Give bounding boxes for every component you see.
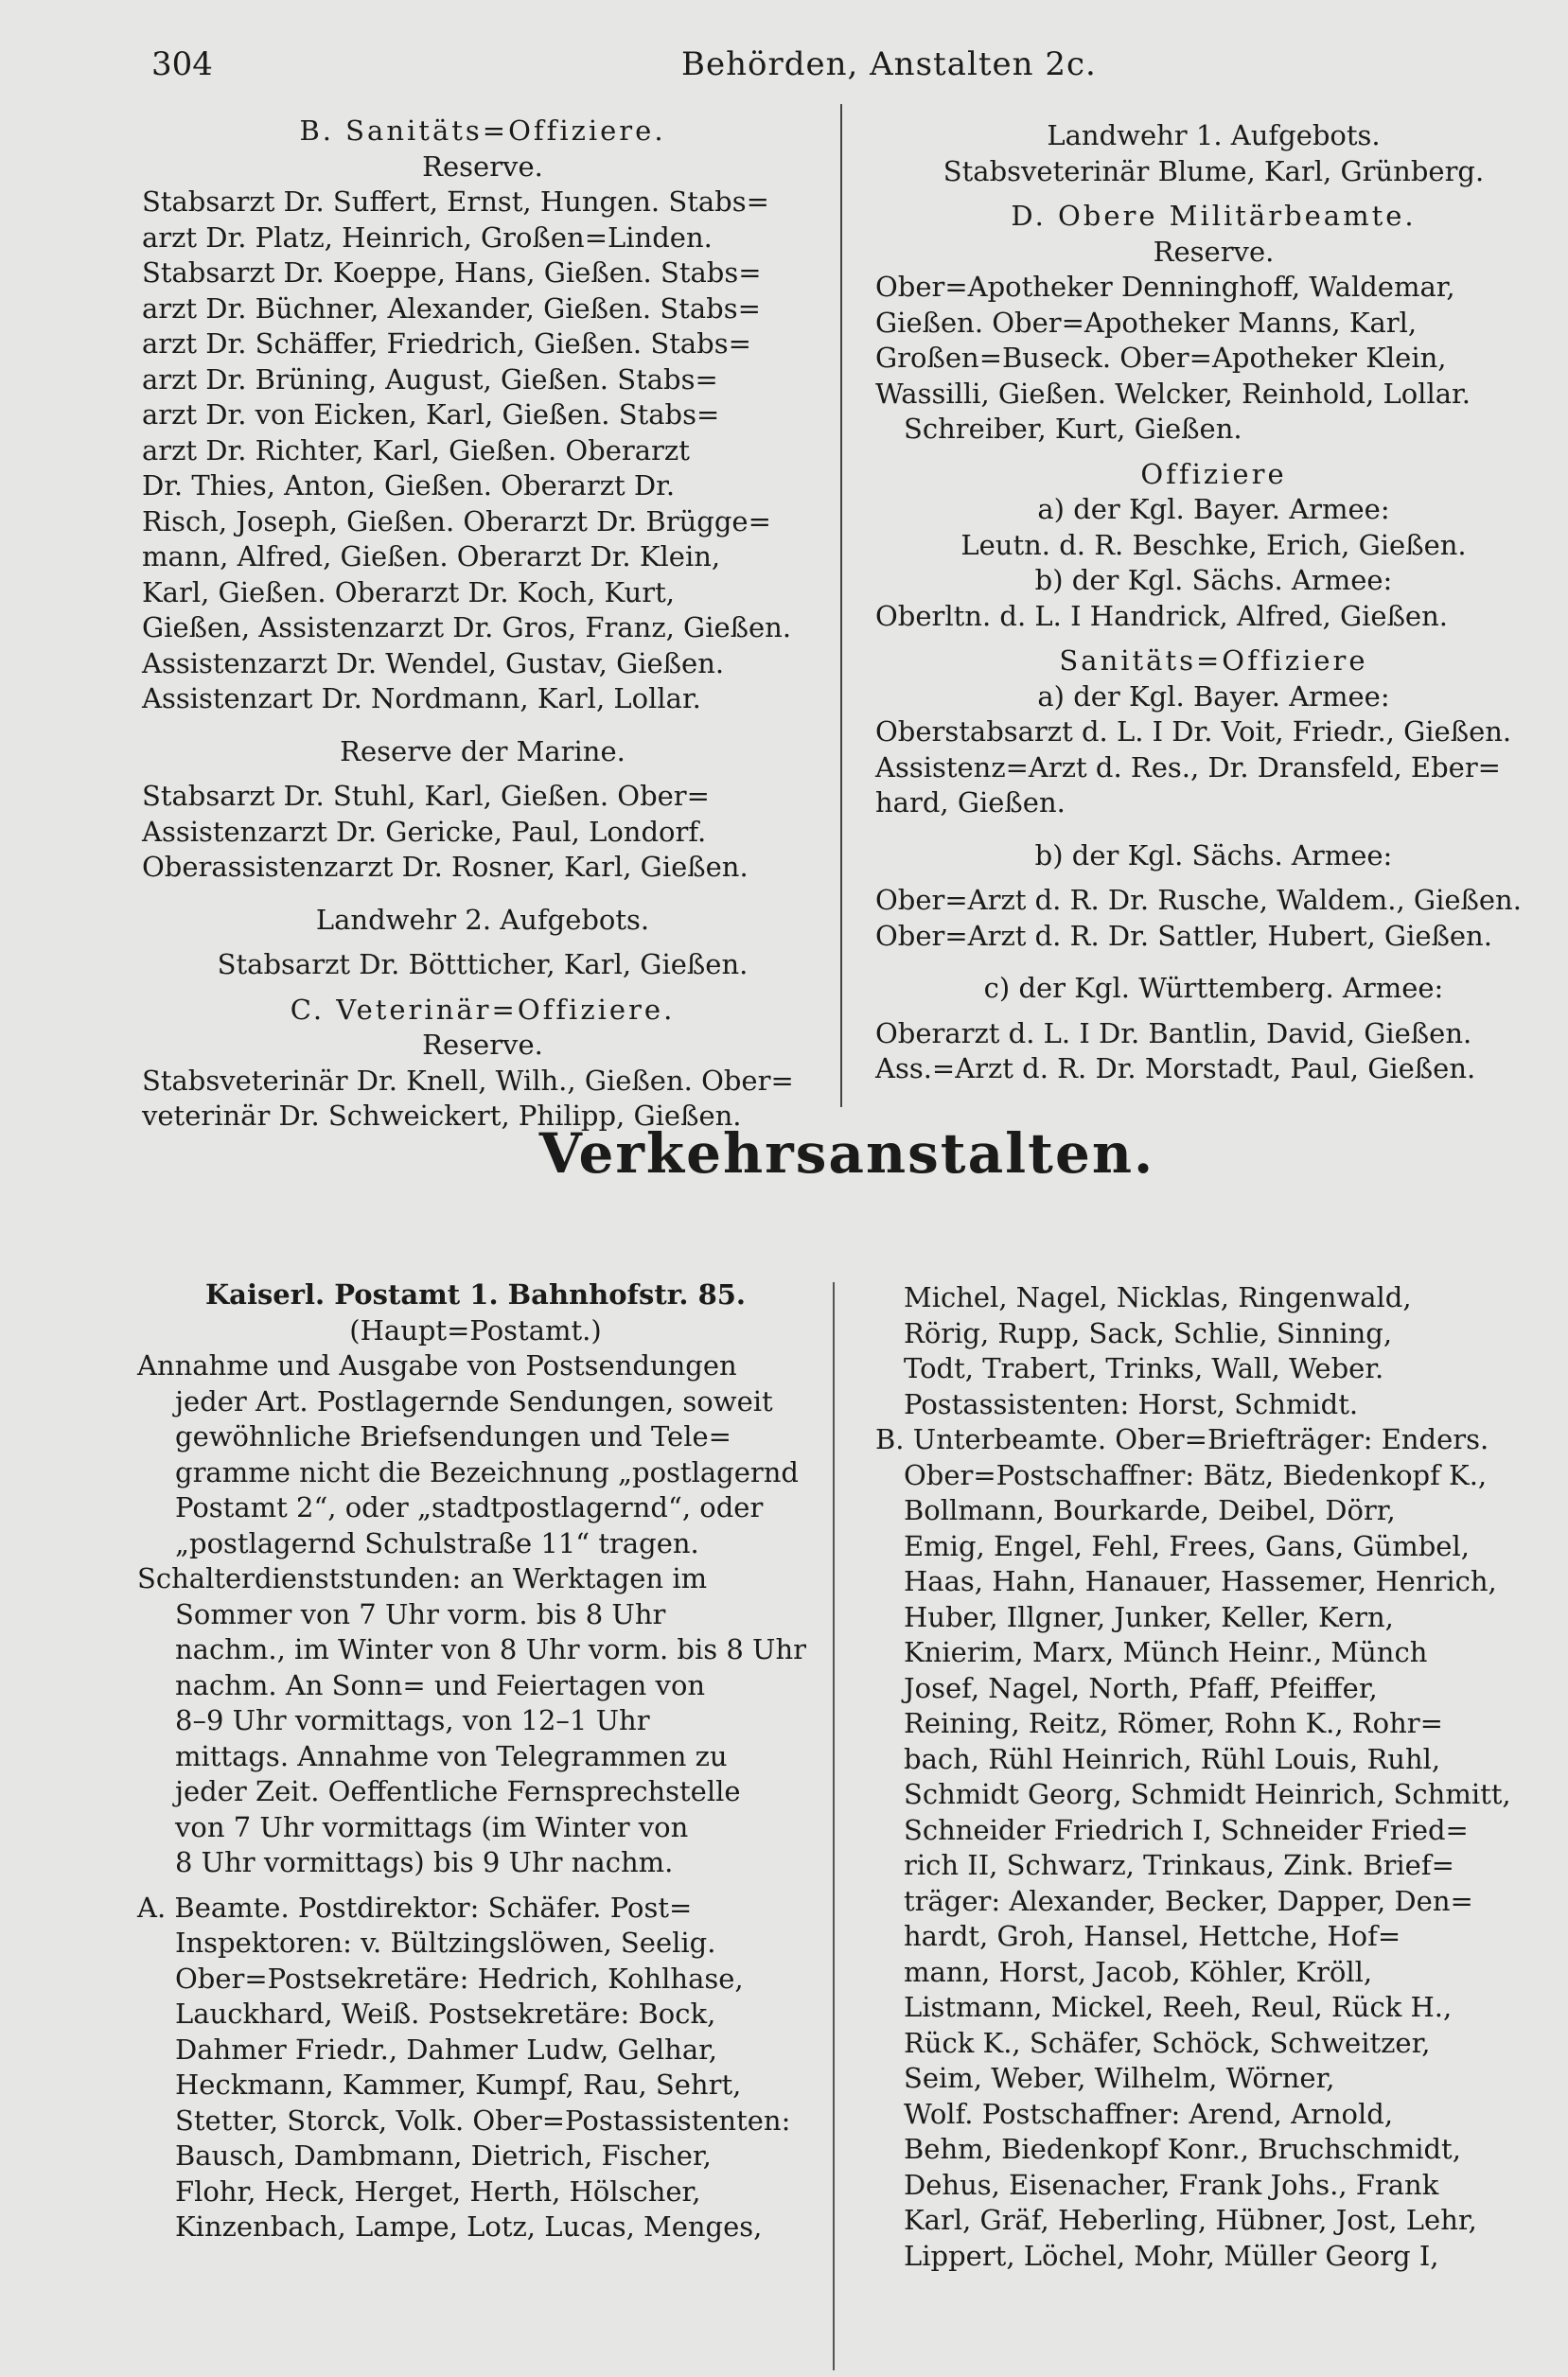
text-line: Heckmann, Kammer, Kumpf, Rau, Sehrt, [175, 2069, 742, 2101]
text-line: Rörig, Rupp, Sack, Schlie, Sinning, [904, 1316, 1393, 1349]
text-line: Reserve. [422, 150, 543, 183]
text-line: jeder Zeit. Oeffentliche Fernsprechstelle [175, 1775, 741, 1807]
text-line: rich II, Schwarz, Trinkaus, Zink. Brief= [904, 1849, 1454, 1881]
text-line: nachm., im Winter von 8 Uhr vorm. bis 8 Uhr [175, 1633, 807, 1665]
text-line: Reining, Reitz, Römer, Rohn K., Rohr= [904, 1707, 1443, 1739]
text-line: Ober=Postsekretäre: Hedrich, Kohlhase, [175, 1962, 744, 1995]
text-line: Stabsveterinär Dr. Knell, Wilh., Gießen. Ober= [142, 1064, 794, 1097]
text-line: Großen=Buseck. Ober=Apotheker Klein, [875, 342, 1447, 374]
text-line: Knierim, Marx, Münch Heinr., Münch [904, 1636, 1428, 1668]
text-line: mittags. Annahme von Telegrammen zu [175, 1739, 728, 1772]
text-line: arzt Dr. von Eicken, Karl, Gießen. Stabs= [142, 398, 720, 431]
text-line: arzt Dr. Platz, Heinrich, Großen=Linden. [142, 220, 713, 254]
text-line: Stetter, Storck, Volk. Ober=Postassistenten: [175, 2104, 791, 2137]
text-line: Stabsarzt Dr. Stuhl, Karl, Gießen. Ober= [142, 780, 710, 812]
text-line: Todt, Trabert, Trinks, Wall, Weber. [904, 1352, 1384, 1384]
text-line: Wolf. Postschaffner: Arend, Arnold, [904, 2097, 1394, 2130]
text-line: Huber, Illgner, Junker, Keller, Kern, [904, 1600, 1394, 1633]
text-line: Reserve. [1153, 235, 1275, 268]
text-line: Haas, Hahn, Hanauer, Hassemer, Henrich, [904, 1565, 1497, 1597]
text-line: hardt, Groh, Hansel, Hettche, Hof= [904, 1920, 1401, 1952]
text-line: bach, Rühl Heinrich, Rühl Louis, Ruhl, [904, 1742, 1441, 1775]
text-line: Oberltn. d. L. I Handrick, Alfred, Gießen. [875, 599, 1448, 632]
text-line: Stabsveterinär Blume, Karl, Grünberg. [943, 154, 1485, 187]
text-line: Ass.=Arzt d. R. Dr. Morstadt, Paul, Gießen. [875, 1052, 1476, 1084]
text-line: Dr. Thies, Anton, Gießen. Oberarzt Dr. [142, 469, 676, 502]
text-line: Landwehr 2. Aufgebots. [315, 903, 650, 936]
text-line: Postassistenten: Horst, Schmidt. [904, 1387, 1359, 1420]
text-line: Assistenzarzt Dr. Gericke, Paul, Londorf. [142, 815, 707, 848]
text-line: Ober=Arzt d. R. Dr. Sattler, Hubert, Gießen. [875, 919, 1492, 952]
text-line: 8–9 Uhr vormittags, von 12–1 Uhr [175, 1704, 650, 1736]
top-left-column [142, 114, 823, 1135]
text-line: Offiziere [1140, 457, 1287, 490]
text-line: Kinzenbach, Lampe, Lotz, Lucas, Menges, [175, 2210, 763, 2243]
section-title: Verkehrsanstalten. [538, 1121, 1155, 1186]
text-line: gewöhnliche Briefsendungen und Tele= [175, 1420, 731, 1453]
text-line: b) der Kgl. Sächs. Armee: [1034, 564, 1393, 596]
text-line: Sanitäts=Offiziere [1059, 644, 1368, 677]
text-line: Assistenzarzt Dr. Wendel, Gustav, Gießen. [142, 646, 725, 679]
text-line: Gießen, Assistenzarzt Dr. Gros, Franz, Gießen. [142, 611, 792, 643]
text-line: Schneider Friedrich I, Schneider Fried= [904, 1813, 1469, 1846]
text-line: Ober=Arzt d. R. Dr. Rusche, Waldem., Gießen. [875, 884, 1522, 916]
text-line: Emig, Engel, Fehl, Frees, Gans, Gümbel, [904, 1529, 1470, 1562]
text-line: Stabsarzt Dr. Koeppe, Hans, Gießen. Stabs= [142, 256, 762, 289]
text-line: arzt Dr. Büchner, Alexander, Gießen. Stabs= [142, 291, 761, 325]
text-line: Risch, Joseph, Gießen. Oberarzt Dr. Brügge= [142, 504, 771, 537]
text-line: „postlagernd Schulstraße 11“ tragen. [175, 1526, 699, 1559]
text-line: Seim, Weber, Wilhelm, Wörner, [904, 2062, 1335, 2094]
running-title: Behörden, Anstalten 2c. [681, 45, 1097, 83]
text-line: von 7 Uhr vormittags (im Winter von [175, 1810, 689, 1843]
text-line: Schreiber, Kurt, Gießen. [904, 413, 1242, 445]
page-number: 304 [151, 45, 213, 83]
text-line: Inspektoren: v. Bültzingslöwen, Seelig. [175, 1927, 716, 1959]
text-line: Landwehr 1. Aufgebots. [1047, 119, 1381, 151]
text-line: arzt Dr. Schäffer, Friedrich, Gießen. Stabs= [142, 327, 751, 360]
text-line: jeder Art. Postlagernde Sendungen, soweit [175, 1384, 773, 1417]
text-line: mann, Alfred, Gießen. Oberarzt Dr. Klein, [142, 540, 721, 572]
bottom-right-column [875, 1280, 1552, 2274]
text-line: Lippert, Löchel, Mohr, Müller Georg I, [904, 2239, 1439, 2272]
text-line: Oberassistenzarzt Dr. Rosner, Karl, Gießen. [142, 851, 749, 883]
text-line: Stabsarzt Dr. Böttticher, Karl, Gießen. [217, 948, 749, 980]
text-line: b) der Kgl. Sächs. Armee: [1034, 838, 1393, 872]
text-line: Schalterdienststunden: an Werktagen im [137, 1562, 708, 1594]
page-header [151, 45, 1533, 93]
text-line: Karl, Gräf, Heberling, Hübner, Jost, Lehr, [904, 2204, 1477, 2236]
column-divider-top [840, 104, 842, 1107]
text-line: a) der Kgl. Bayer. Armee: [1037, 679, 1390, 713]
text-line: Schmidt Georg, Schmidt Heinrich, Schmitt, [904, 1778, 1511, 1810]
text-line: träger: Alexander, Becker, Dapper, Den= [904, 1884, 1473, 1917]
bottom-left-column [137, 1277, 814, 2245]
text-line: Rück K., Schäfer, Schöck, Schweitzer, [904, 2026, 1431, 2059]
text-line: Josef, Nagel, North, Pfaff, Pfeiffer, [904, 1671, 1378, 1704]
text-line: Behm, Biedenkopf Konr., Bruchschmidt, [904, 2133, 1461, 2165]
text-line: veterinär Dr. Schweickert, Philipp, Gießen. [142, 1100, 742, 1132]
text-line: Leutn. d. R. Beschke, Erich, Gießen. [960, 528, 1467, 561]
text-line: Annahme und Ausgabe von Postsendungen [137, 1349, 737, 1382]
text-line: Bausch, Dambmann, Dietrich, Fischer, [175, 2139, 712, 2172]
top-right-column [875, 118, 1552, 1087]
text-line: nachm. An Sonn= und Feiertagen von [175, 1668, 706, 1701]
column-divider-bottom [833, 1282, 835, 2370]
text-line: arzt Dr. Brüning, August, Gießen. Stabs= [142, 362, 718, 396]
text-line: Assistenzart Dr. Nordmann, Karl, Lollar. [142, 682, 701, 714]
text-line: Assistenz=Arzt d. Res., Dr. Dransfeld, Eber= [875, 750, 1501, 784]
text-line: gramme nicht die Bezeichnung „postlagernd [175, 1455, 799, 1488]
text-line: a) der Kgl. Bayer. Armee: [1037, 493, 1390, 525]
text-line: Kaiserl. Postamt 1. Bahnhofstr. 85. [204, 1278, 747, 1311]
text-line: Gießen. Ober=Apotheker Manns, Karl, [875, 306, 1418, 339]
text-line: Karl, Gießen. Oberarzt Dr. Koch, Kurt, [142, 575, 675, 608]
text-line: Postamt 2“, oder „stadtpostlagernd“, oder [175, 1491, 764, 1523]
text-line: A. Beamte. Postdirektor: Schäfer. Post= [137, 1891, 693, 1924]
text-line: arzt Dr. Richter, Karl, Gießen. Oberarzt [142, 433, 690, 467]
text-line: Bollmann, Bourkarde, Deibel, Dörr, [904, 1494, 1396, 1526]
text-line: Wassilli, Gießen. Welcker, Reinhold, Lollar. [875, 377, 1471, 410]
text-line: c) der Kgl. Württemberg. Armee: [983, 972, 1444, 1004]
text-line: hard, Gießen. [875, 786, 1066, 819]
text-line: Ober=Postschaffner: Bätz, Biedenkopf K., [904, 1458, 1488, 1491]
text-line: Lauckhard, Weiß. Postsekretäre: Bock, [175, 1998, 716, 2030]
text-line: Reserve. [422, 1029, 543, 1061]
text-line: Oberarzt d. L. I Dr. Bantlin, David, Gießen. [875, 1016, 1472, 1049]
text-line: Stabsarzt Dr. Suffert, Ernst, Hungen. Stabs= [142, 185, 769, 218]
text-line: Dahmer Friedr., Dahmer Ludw, Gelhar, [175, 2033, 718, 2066]
text-line: B. Sanitäts=Offiziere. [299, 114, 666, 147]
text-line: Listmann, Mickel, Reeh, Reul, Rück H., [904, 1991, 1453, 2023]
text-line: Reserve der Marine. [340, 734, 625, 767]
text-line: B. Unterbeamte. Ober=Briefträger: Enders. [875, 1423, 1489, 1455]
text-line: Ober=Apotheker Denninghoff, Waldemar, [875, 271, 1455, 303]
text-line: Michel, Nagel, Nicklas, Ringenwald, [904, 1281, 1412, 1313]
text-line: Sommer von 7 Uhr vorm. bis 8 Uhr [175, 1597, 666, 1630]
text-line: Flohr, Heck, Herget, Herth, Hölscher, [175, 2175, 701, 2208]
text-line: Dehus, Eisenacher, Frank Johs., Frank [904, 2168, 1439, 2201]
text-line: (Haupt=Postamt.) [349, 1313, 602, 1347]
text-line: 8 Uhr vormittags) bis 9 Uhr nachm. [175, 1846, 674, 1878]
text-line: mann, Horst, Jacob, Köhler, Kröll, [904, 1955, 1373, 1988]
text-line: D. Obere Militärbeamte. [1011, 200, 1417, 232]
text-line: C. Veterinär=Offiziere. [290, 993, 676, 1026]
text-line: Oberstabsarzt d. L. I Dr. Voit, Friedr., Gießen. [875, 715, 1512, 748]
